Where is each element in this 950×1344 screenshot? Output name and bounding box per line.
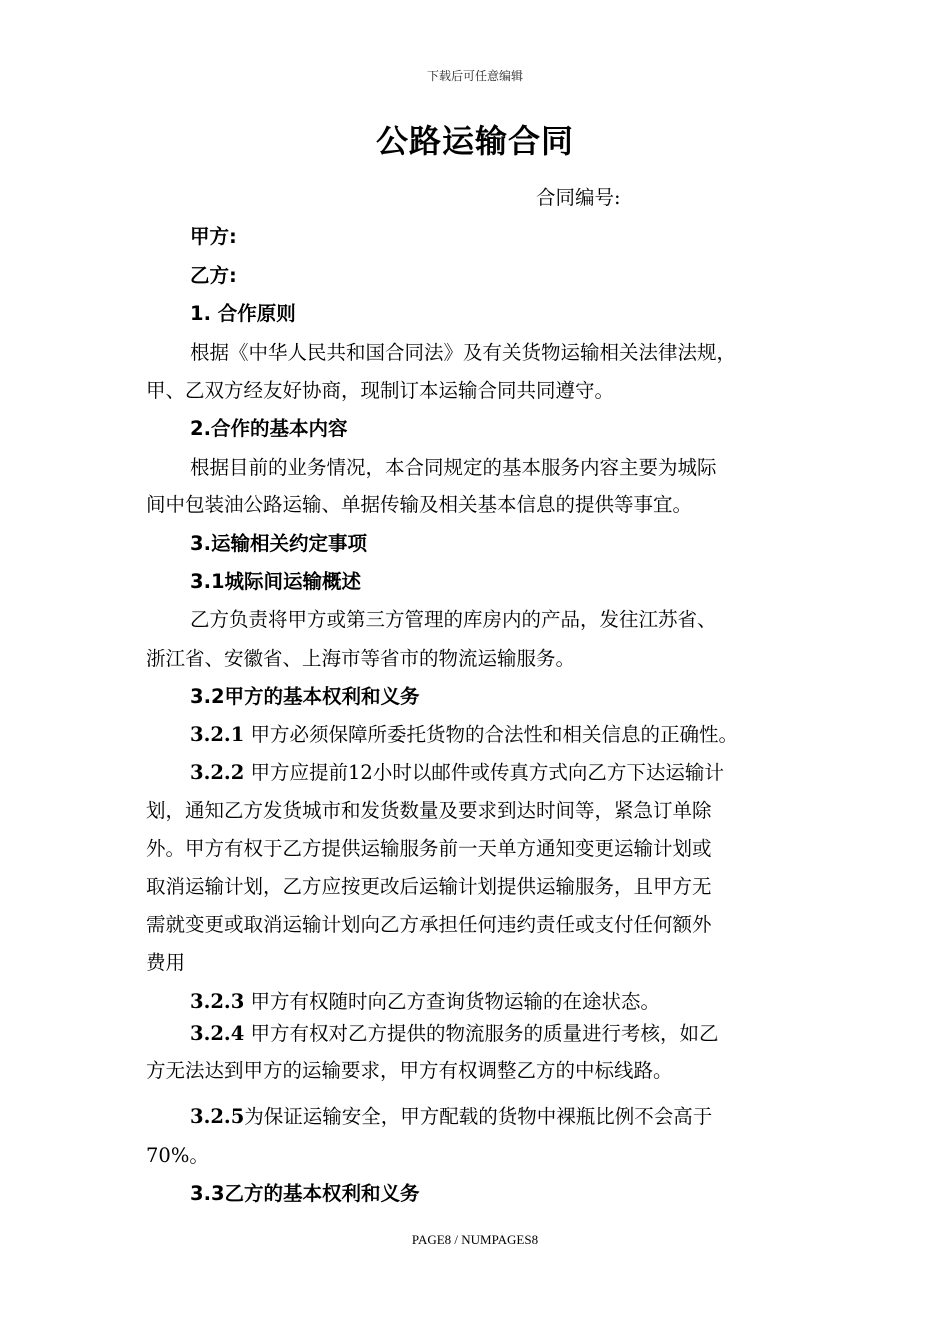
clause-text: 为保证运输安全，甲方配载的货物中裸瓶比例不会高于	[244, 1105, 713, 1128]
clause-3-2-5-line-2: 70%。	[146, 1144, 209, 1167]
clause-number: 3.2.3	[190, 990, 245, 1013]
section-2-line-2: 间中包装油公路运输、单据传输及相关基本信息的提供等事宜。	[146, 493, 693, 516]
page-header-note: 下载后可任意编辑	[426, 69, 523, 83]
section-1-line-2: 甲、乙双方经友好协商，现制订本运输合同共同遵守。	[146, 379, 615, 402]
clause-text: 甲方有权对乙方提供的物流服务的质量进行考核，如乙	[250, 1022, 719, 1045]
section-1-line-1: 根据《中华人民共和国合同法》及有关货物运输相关法律法规，	[190, 341, 737, 364]
clause-3-2-2-line-4: 取消运输计划，乙方应按更改后运输计划提供运输服务，且甲方无	[146, 875, 712, 898]
clause-3-2-4-line-2: 方无法达到甲方的运输要求，甲方有权调整乙方的中标线路。	[146, 1059, 673, 1082]
clause-3-2-2-line-2: 划，通知乙方发货城市和发货数量及要求到达时间等，紧急订单除	[146, 799, 712, 822]
section-3-3-heading: 3.3乙方的基本权利和义务	[190, 1182, 420, 1205]
section-3-2-heading: 3.2甲方的基本权利和义务	[190, 685, 420, 708]
section-3-1-line-1: 乙方负责将甲方或第三方管理的库房内的产品，发往江苏省、	[190, 608, 717, 631]
clause-3-2-4	[190, 1022, 719, 1046]
clause-3-2-2	[190, 761, 724, 785]
clause-number: 3.2.4	[190, 1022, 245, 1045]
section-1-heading: 1. 合作原则	[190, 302, 296, 325]
section-3-1-heading: 3.1城际间运输概述	[190, 570, 362, 593]
clause-3-2-2-line-3: 外。甲方有权于乙方提供运输服务前一天单方通知变更运输计划或	[146, 837, 712, 860]
clause-3-2-5	[190, 1105, 712, 1129]
clause-number: 3.2.5	[190, 1105, 245, 1128]
clause-3-2-2-line-6: 费用	[146, 951, 186, 974]
clause-text: 甲方必须保障所委托货物的合法性和相关信息的正确性。	[250, 723, 739, 746]
party-b-label: 乙方:	[190, 264, 237, 287]
contract-number-label: 合同编号:	[536, 186, 621, 209]
clause-text: 甲方应提前12小时以邮件或传真方式向乙方下达运输计	[250, 761, 724, 784]
section-2-line-1: 根据目前的业务情况，本合同规定的基本服务内容主要为城际	[190, 456, 717, 479]
section-2-heading: 2.合作的基本内容	[190, 417, 348, 440]
clause-3-2-1	[190, 723, 738, 747]
section-3-heading: 3.运输相关约定事项	[190, 532, 367, 555]
party-a-label: 甲方:	[190, 225, 237, 248]
clause-number: 3.2.2	[190, 761, 245, 784]
section-3-1-line-2: 浙江省、安徽省、上海市等省市的物流运输服务。	[146, 647, 576, 670]
clause-3-2-3	[190, 990, 660, 1014]
clause-3-2-2-line-5: 需就变更或取消运输计划向乙方承担任何违约责任或支付任何额外	[146, 913, 712, 936]
clause-number: 3.2.1	[190, 723, 245, 746]
document-title: 公路运输合同	[375, 122, 574, 160]
clause-text: 甲方有权随时向乙方查询货物运输的在途状态。	[250, 990, 661, 1013]
page-footer-number: PAGE8 / NUMPAGES8	[411, 1232, 539, 1247]
